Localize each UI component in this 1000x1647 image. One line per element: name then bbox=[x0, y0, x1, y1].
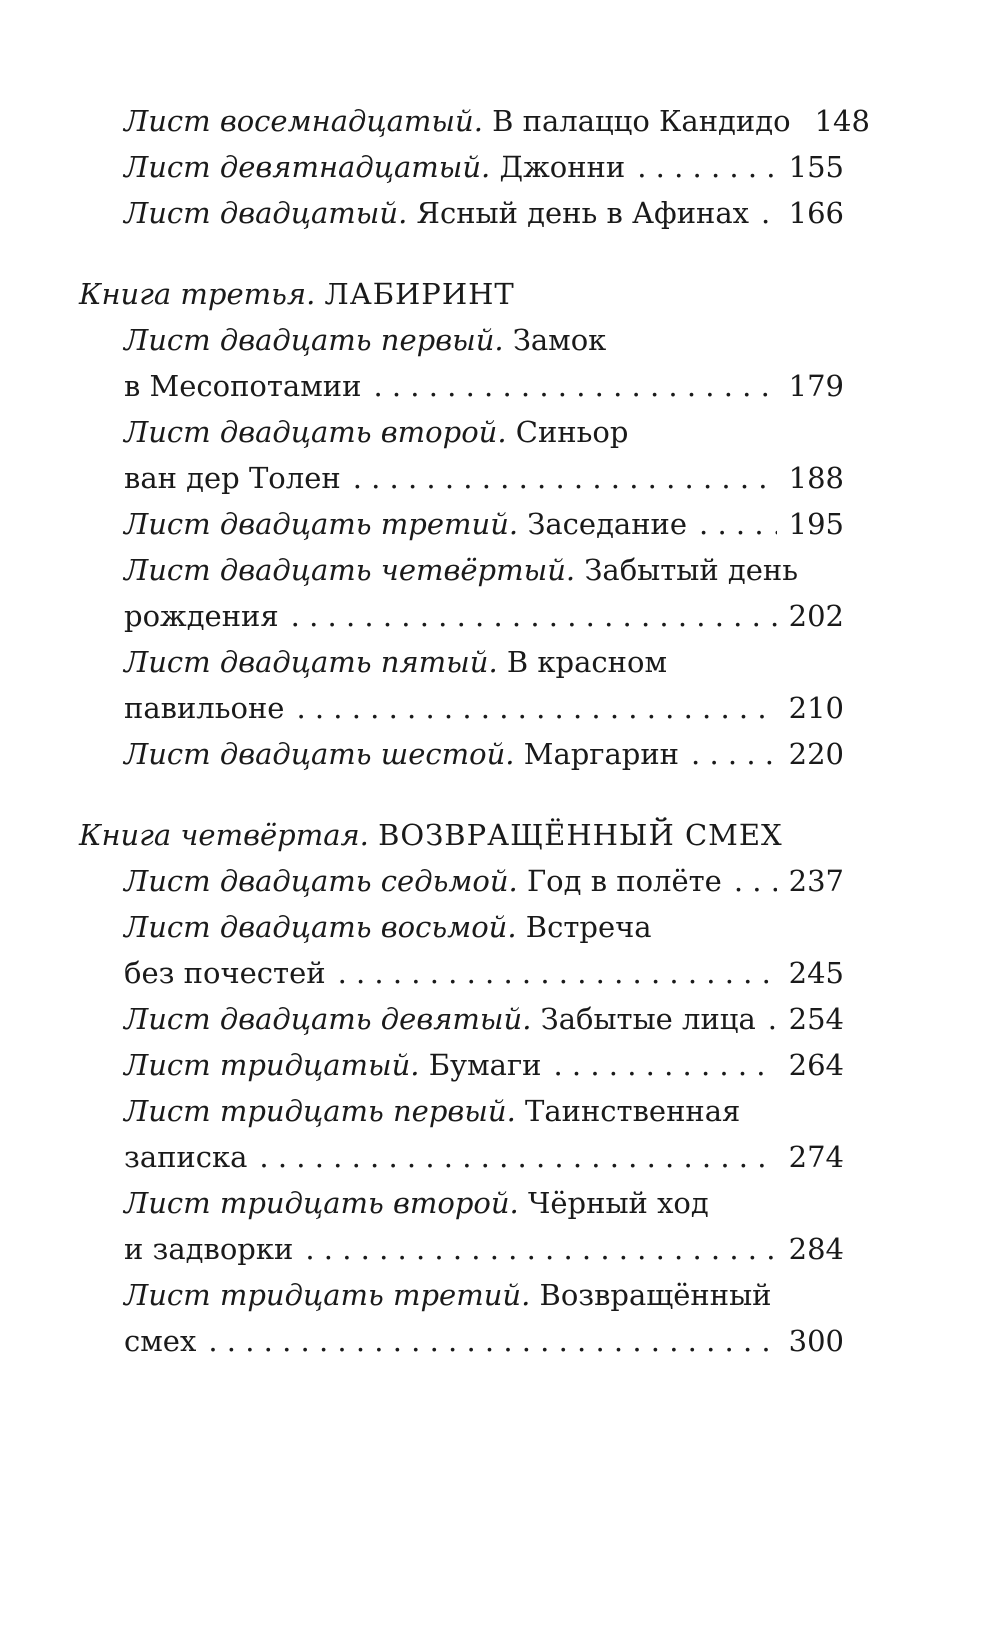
toc-entry-line bbox=[124, 685, 844, 731]
dot-leader bbox=[691, 731, 777, 777]
toc-entry-line bbox=[124, 363, 844, 409]
chapter-title-continuation: рождения bbox=[124, 599, 279, 633]
toc-entry-line bbox=[124, 950, 844, 996]
dot-leader bbox=[296, 685, 776, 731]
chapter-title: Встреча bbox=[525, 910, 652, 944]
toc-entry bbox=[124, 317, 844, 409]
dot-leader bbox=[637, 144, 776, 190]
chapter-title-continuation: записка bbox=[124, 1140, 248, 1174]
chapter-number: Лист двадцать шестой. bbox=[124, 737, 515, 771]
chapter-title-continuation: без почестей bbox=[124, 956, 326, 990]
chapter-title: В красном bbox=[506, 645, 668, 679]
page-number: 220 bbox=[788, 737, 844, 771]
page-number: 284 bbox=[788, 1232, 844, 1266]
page-number: 264 bbox=[788, 1048, 844, 1082]
page-number: 300 bbox=[788, 1324, 844, 1358]
toc-entry-line bbox=[124, 639, 844, 685]
chapter-title-continuation: в Месопотамии bbox=[124, 369, 362, 403]
chapter-number: Лист двадцать первый. bbox=[124, 323, 504, 357]
chapter-title: Маргарин bbox=[523, 737, 680, 771]
chapter-title-continuation: ван дер Толен bbox=[124, 461, 341, 495]
chapter-number: Лист двадцать пятый. bbox=[124, 645, 498, 679]
dot-leader bbox=[373, 363, 776, 409]
toc-entry-line bbox=[124, 731, 844, 777]
chapter-title: Возвращённый bbox=[539, 1278, 772, 1312]
page-number: 202 bbox=[788, 599, 844, 633]
toc-entry-line bbox=[124, 144, 844, 190]
dot-leader bbox=[768, 996, 777, 1042]
toc-entry bbox=[124, 409, 844, 501]
toc-entry-line bbox=[124, 455, 844, 501]
book-heading bbox=[79, 812, 1000, 858]
toc-entry bbox=[124, 144, 844, 190]
toc-entry bbox=[124, 547, 844, 639]
toc-entry-line bbox=[124, 1088, 844, 1134]
dot-leader bbox=[553, 1042, 776, 1088]
toc-entry bbox=[124, 1088, 844, 1180]
chapter-number: Лист восемнадцатый. bbox=[124, 104, 483, 138]
dot-leader bbox=[305, 1226, 776, 1272]
book-heading bbox=[79, 271, 1000, 317]
chapter-number: Лист двадцать восьмой. bbox=[124, 910, 517, 944]
toc-entry-line bbox=[124, 904, 844, 950]
dot-leader bbox=[734, 858, 777, 904]
dot-leader bbox=[353, 455, 777, 501]
chapter-number: Лист двадцать третий. bbox=[124, 507, 519, 541]
book-heading-label: Книга четвёртая. bbox=[79, 818, 369, 852]
toc-entry bbox=[124, 190, 844, 236]
chapter-number: Лист тридцать третий. bbox=[124, 1278, 531, 1312]
chapter-number: Лист двадцать второй. bbox=[124, 415, 507, 449]
toc-entry-line bbox=[124, 858, 844, 904]
toc-entry bbox=[124, 858, 844, 904]
chapter-title: Бумаги bbox=[428, 1048, 542, 1082]
chapter-title: Забытые лица bbox=[540, 1002, 756, 1036]
chapter-title: В палаццо Кандидо bbox=[492, 104, 791, 138]
chapter-number: Лист двадцатый. bbox=[124, 196, 408, 230]
chapter-number: Лист тридцать второй. bbox=[124, 1186, 519, 1220]
chapter-number: Лист двадцать седьмой. bbox=[124, 864, 518, 898]
page-number: 274 bbox=[788, 1140, 844, 1174]
page-number: 237 bbox=[788, 864, 844, 898]
chapter-title-continuation: павильоне bbox=[124, 691, 285, 725]
page-number: 195 bbox=[788, 507, 844, 541]
chapter-number: Лист тридцатый. bbox=[124, 1048, 420, 1082]
toc-entry bbox=[124, 731, 844, 777]
page-number: 179 bbox=[788, 369, 844, 403]
toc-entry-line bbox=[124, 190, 844, 236]
chapter-title-continuation: смех bbox=[124, 1324, 197, 1358]
toc-entry-line bbox=[124, 996, 844, 1042]
page-number: 188 bbox=[788, 461, 844, 495]
chapter-title: Год в полёте bbox=[526, 864, 722, 898]
dot-leader bbox=[338, 950, 777, 996]
book-heading-title: ЛАБИРИНТ bbox=[324, 277, 515, 311]
toc-entry-line bbox=[124, 1180, 844, 1226]
dot-leader bbox=[259, 1134, 776, 1180]
chapter-title-continuation: и задворки bbox=[124, 1232, 294, 1266]
toc-entry-line bbox=[124, 98, 870, 144]
dot-leader bbox=[699, 501, 777, 547]
chapter-number: Лист девятнадцатый. bbox=[124, 150, 491, 184]
toc-entry-line bbox=[124, 317, 844, 363]
toc-entry-line bbox=[124, 1042, 844, 1088]
page-number: 166 bbox=[788, 196, 844, 230]
toc-entry-line bbox=[124, 547, 844, 593]
page-number: 245 bbox=[788, 956, 844, 990]
chapter-title: Чёрный ход bbox=[527, 1186, 709, 1220]
chapter-title: Заседание bbox=[527, 507, 688, 541]
toc-entry-line bbox=[124, 1318, 844, 1364]
dot-leader bbox=[291, 593, 777, 639]
toc-entry-line bbox=[124, 1134, 844, 1180]
chapter-title: Забытый день bbox=[584, 553, 799, 587]
toc-section bbox=[0, 812, 1000, 1364]
dot-leader bbox=[208, 1318, 776, 1364]
toc-entry-line bbox=[124, 409, 844, 455]
toc-entry-line bbox=[124, 501, 844, 547]
chapter-title: Таинственная bbox=[525, 1094, 741, 1128]
page-number: 210 bbox=[788, 691, 844, 725]
toc-entry bbox=[124, 501, 844, 547]
toc-entry bbox=[124, 98, 870, 144]
book-heading-label: Книга третья. bbox=[79, 277, 316, 311]
toc-entry bbox=[124, 1042, 844, 1088]
toc-section bbox=[0, 271, 1000, 777]
toc-entry-line bbox=[124, 1272, 844, 1318]
chapter-number: Лист тридцать первый. bbox=[124, 1094, 516, 1128]
page-number: 148 bbox=[814, 104, 870, 138]
toc-entry bbox=[124, 1272, 844, 1364]
toc-entry bbox=[124, 996, 844, 1042]
chapter-title: Ясный день в Афинах bbox=[416, 196, 750, 230]
book-heading-title: ВОЗВРАЩЁННЫЙ СМЕХ bbox=[378, 818, 783, 852]
dot-leader bbox=[761, 190, 777, 236]
page-number: 254 bbox=[788, 1002, 844, 1036]
toc-entry-line bbox=[124, 593, 844, 639]
toc-entry bbox=[124, 904, 844, 996]
toc-entry bbox=[124, 639, 844, 731]
chapter-number: Лист двадцать четвёртый. bbox=[124, 553, 576, 587]
chapter-title: Джонни bbox=[499, 150, 626, 184]
toc-section bbox=[0, 98, 1000, 236]
toc-entry bbox=[124, 1180, 844, 1272]
page-number: 155 bbox=[788, 150, 844, 184]
chapter-number: Лист двадцать девятый. bbox=[124, 1002, 532, 1036]
chapter-title: Синьор bbox=[515, 415, 629, 449]
toc-entry-line bbox=[124, 1226, 844, 1272]
chapter-title: Замок bbox=[512, 323, 607, 357]
